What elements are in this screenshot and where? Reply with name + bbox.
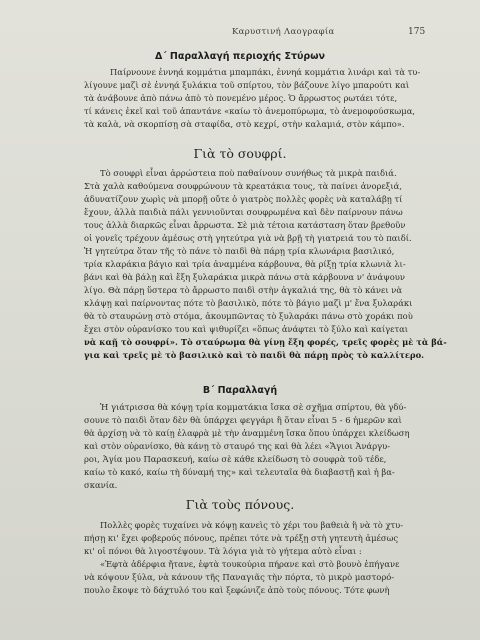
text-line: καίω τὸ κακό, καίω τὴ δύναμή της» καὶ τελευταῖα θὰ διαβαστῇ καὶ ἡ βα- (84, 467, 395, 477)
text-line: σουνε τὸ παιδὶ ὅταν δὲν θὰ ὑπάρχει φεγγάρι ἢ ὅταν εἶναι 5 - 6 ἡμερῶν καὶ (84, 415, 402, 425)
text-line: ροι, Ἁγία μου Παρασκευή, καίω σὲ κάθε κλείδωση τὸ σουφρὰ τοῦ τέδε, (84, 454, 387, 464)
text-line: Ἡ γιάτρισσα θὰ κόψῃ τρία κομματάκια ἴσκα σὲ σχῆμα σπίρτου, θὰ γδύ- (100, 402, 407, 412)
text-line: τρία κλαράκια βάγιο καὶ τρία ἀναμμένα κάρβουνα, θὰ ρίξῃ τρία κλωνιὰ λι- (84, 259, 406, 269)
text-line: τί κάνεις ἐκεῖ καὶ τοῦ ἀπαντάνε «καίω τὸ ἀνεμοπύρωμα, τὸ ἀνεμοφούσκωμα, (84, 106, 416, 116)
text-line: καὶ στὸν οὐρανίσκο, θὰ κάνῃ τὸ σταυρό της καὶ θὰ λέει «Ἅγιοι Ἀνάργυ- (84, 441, 391, 451)
text-line: θὰ τὸ σταυρώνῃ στὸ στόμα, ἀκουμπῶντας τὸ ξυλαράκι πάνω στὸ χοράκι ποὺ (84, 311, 413, 321)
text-line: Τὸ σουφρὶ εἶναι ἀρρώστεια ποὺ παθαίνουν συνήθως τὰ μικρὰ παιδιά. (100, 168, 397, 178)
text-line: ἀδυνατίζουν χωρὶς νὰ μπορῇ οὔτε ὁ γιατρὸς πολλὲς φορὲς νὰ καταλάβῃ τί (84, 194, 403, 204)
text-line: για καὶ τρεῖς μὲ τὸ βασιλικὸ καὶ τὸ παιδὶ θὰ πάρῃ πρὸς τὸ καλλίτερο. (84, 350, 425, 360)
text-line: Πολλὲς φορὲς τυχαίνει νὰ κόψῃ κανεὶς τὸ χέρι του βαθειὰ ἢ νὰ τὸ χτυ- (100, 520, 404, 530)
text-line: τὰ ἀνάβουνε ἀπὸ πάνω ἀπὸ τὸ πονεμένο μέρος. Ὁ ἄρρωστος ρωτάει τότε, (84, 93, 398, 103)
text-line: τους ἀλλὰ διαρκῶς εἶναι ἄρρωστα. Σὲ μιὰ τέτοια κατάσταση ὅταν βρεθοῦν (84, 220, 406, 230)
section-soufri-title: Γιὰ τὸ σουφρί. (193, 146, 287, 161)
text-line: κλάψῃ καὶ παίρνοντας πότε τὸ βασιλικὸ, πότε τὸ βάγιο μαζὶ μ' ἕνα ξυλαράκι (84, 298, 413, 308)
text-line: θὰ ἀρχίσῃ νὰ τὸ καίῃ ἐλαφρὰ μὲ τὴν ἀναμμένη ἴσκα ὅπου ὑπάρχει κλείδωση (84, 428, 410, 438)
text-line: τὰ καλὰ, νὰ σκορπίσῃ σὰ σταφίδα, στὸ κεχρί, στὴν καλαμιά, στὸν κάμπο». (84, 119, 405, 129)
text-line: νὰ καῇ τὸ σουφρί». Τὸ σταύρωμα θὰ γίνῃ ἔξη φορές, τρεῖς φορὲς μὲ τὰ βά- (84, 337, 447, 347)
text-line: οἱ γονεῖς τρέχουν ἀμέσως στὴ γητεύτρα γιὰ νὰ βρῇ τὴ γιατρειά του τὸ παιδί. (84, 233, 412, 243)
text-line: κι' οἱ πόνοι θὰ λιγοστέψουν. Τὰ λόγια γιὰ τὸ γήτεμα αὐτὸ εἶναι : (84, 546, 362, 556)
page-number: 175 (408, 27, 426, 37)
text-line: Παίρνουνε ἐννηά κομμάτια μπαμπάκι, ἐννηά κομμάτια λινάρι καὶ τὰ τυ- (110, 67, 421, 77)
text-line: «Ἑφτὰ ἀδέρφια ἤτανε, ἑφτὰ τουκούρια πήρανε καὶ στὸ βουνὸ ἐπήγανε (100, 559, 400, 569)
text-line: λίγο. Θὰ πάρῃ ὕστερα τὸ ἄρρωστο παιδὶ στὴν ἀγκαλιά της, θὰ τὸ κάνει νὰ (84, 285, 403, 295)
text-line: ἔχουν, ἀλλὰ παιδιὰ πάλι γεννιοῦνται σουφρωμένα καὶ δὲν παίρνουν πάνω (84, 207, 403, 217)
text-line: σκανία. (84, 480, 118, 490)
text-line: Ἡ γητεύτρα ὅταν τῆς τὸ πάνε τὸ παιδὶ θὰ πάρῃ τρία κλωνάρια βασιλικό, (84, 246, 395, 256)
text-line: Στὰ χαλὰ καθούμενα σουφρώνουν τὰ κρεατάκια τους, τὰ παίνει ἀνορεξιά, (84, 181, 402, 191)
text-line: ἔχει στὸν οὐρανίσκο του καὶ ψιθυρίζει «ὅπως ἀνάφτει τὸ ξύλο καὶ καίγεται (84, 324, 409, 334)
section-b-title: Β΄ Παραλλαγή (202, 385, 278, 396)
section-d-title: Δ΄ Παραλλαγή περιοχής Στύρων (155, 51, 325, 62)
text-line: πουλο ἔκοψε τὸ δάχτυλό του καὶ ξεφώνιζε ἀπὸ τοὺς πόνους. Τότε φωνὴ (84, 585, 390, 595)
text-line: νὰ κόψουν ξύλα, νὰ κάνουν τῆς Παναγιᾶς τὴν πόρτα, τὸ μικρὸ μαστορό- (84, 572, 395, 582)
text-line: λίγουνε μαζὶ σὲ ἐννηά ξυλάκια τοῦ σπίρτου, τὸν βάζουνε λίγο μπαρούτι καὶ (84, 80, 410, 90)
section-ponous-title: Γιὰ τοὺς πόνους. (185, 497, 295, 512)
text-line: πήσῃ κι' ἔχει φοβερούς πόνους, πρέπει τότε νὰ τρέξῃ στὴ γητευτὴ ἀμέσως (84, 533, 399, 543)
page-header (0, 27, 480, 41)
text-line: βάνι καὶ θὰ βάλῃ καὶ ἔξη ξυλαράκια μικρὰ πάνω στὰ κάρβουνα ν' ἀνάψουν (84, 272, 405, 282)
running-title: Καρυστινή Λαογραφία (232, 27, 335, 37)
